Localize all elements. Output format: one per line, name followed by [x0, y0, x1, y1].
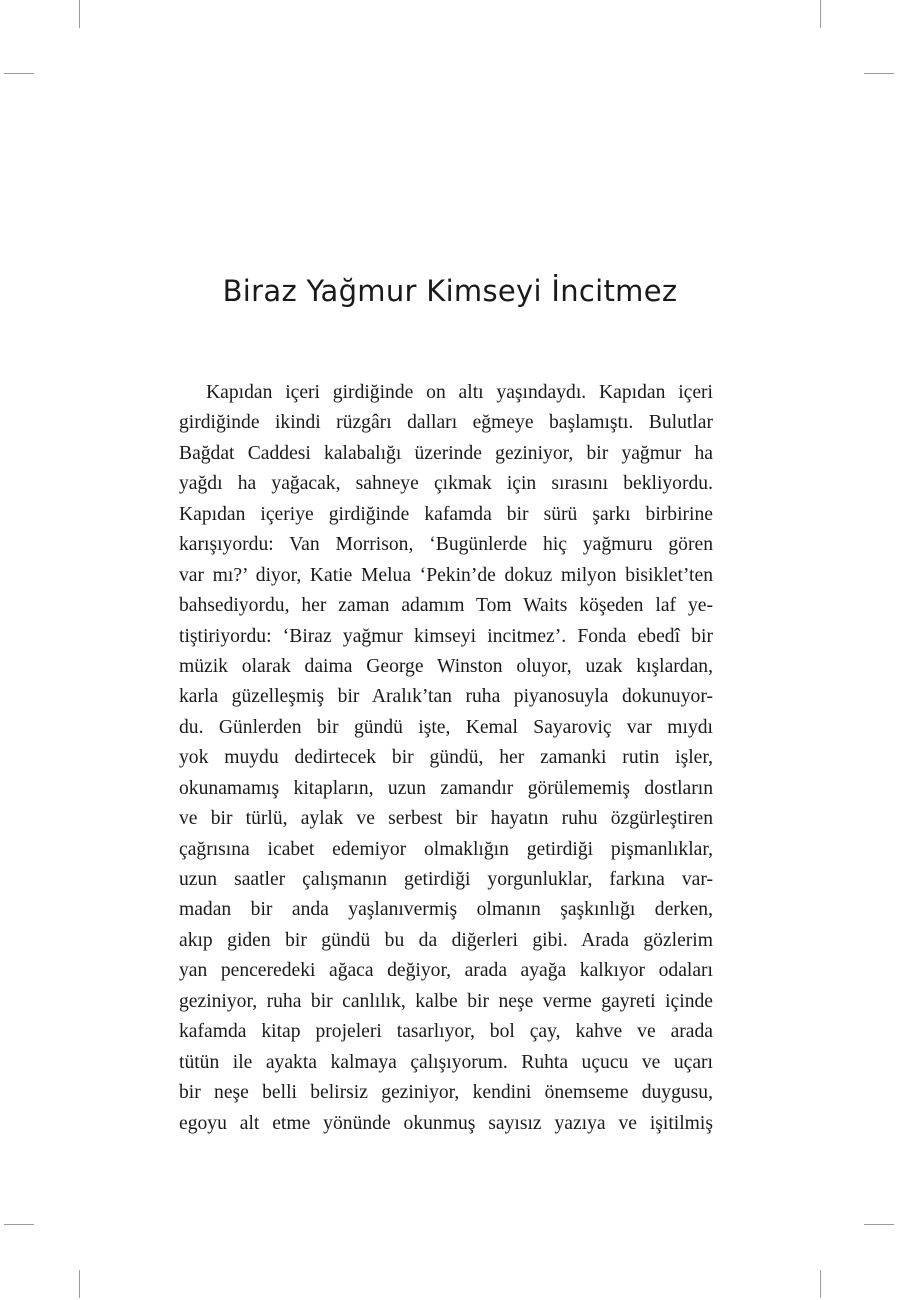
- text-line: yan penceredeki ağaca değiyor, arada ayağa kalkıyor odaları: [179, 960, 713, 982]
- crop-mark-left-top: [4, 73, 34, 74]
- text-line: bir neşe belli belirsiz geziniyor, kendini önemseme duygusu,: [179, 1082, 713, 1104]
- text-line: müzik olarak daima George Winston oluyor, uzak kışlardan,: [179, 655, 713, 677]
- text-line: uzun saatler çalışmanın getirdiği yorgunluklar, farkına var-: [179, 869, 713, 890]
- text-line: bahsediyordu, her zaman adamım Tom Waits köşeden laf ye-: [179, 595, 713, 617]
- crop-mark-top-left: [79, 0, 80, 28]
- text-line: çağrısına icabet edemiyor olmaklığın getirdiği pişmanlıklar,: [179, 838, 713, 860]
- text-line: tütün ile ayakta kalmaya çalışıyorum. Ruhta uçucu ve uçarı: [179, 1051, 713, 1073]
- crop-mark-top-right: [820, 0, 821, 28]
- text-line: madan bir anda yaşlanıvermiş olmanın şaşkınlığı derken,: [179, 899, 713, 921]
- text-line: akıp giden bir gündü bu da diğerleri gibi. Arada gözlerim: [179, 929, 713, 951]
- text-line: yok muydu dedirtecek bir gündü, her zamanki rutin işler,: [179, 747, 713, 769]
- text-line: geziniyor, ruha bir canlılık, kalbe bir neşe verme gayreti içinde: [179, 990, 713, 1012]
- crop-mark-bottom-right: [820, 1270, 821, 1298]
- text-line: kafamda kitap projeleri tasarlıyor, bol çay, kahve ve arada: [179, 1021, 713, 1043]
- crop-mark-left-bottom: [4, 1224, 34, 1225]
- text-line: Bağdat Caddesi kalabalığı üzerinde geziniyor, bir yağmur ha: [179, 442, 713, 464]
- text-line: karla güzelleşmiş bir Aralık’tan ruha piyanosuyla dokunuyor-: [179, 686, 713, 708]
- crop-mark-bottom-left: [79, 1270, 80, 1298]
- chapter-title: Biraz Yağmur Kimseyi İncitmez: [222, 274, 678, 308]
- text-line: karışıyordu: Van Morrison, ‘Bugünlerde hiç yağmuru gören: [179, 534, 713, 556]
- text-line: Kapıdan içeriye girdiğinde kafamda bir sürü şarkı birbirine: [179, 503, 713, 525]
- text-line: Kapıdan içeri girdiğinde on altı yaşındaydı. Kapıdan içeri: [206, 382, 713, 403]
- body-text: [179, 378, 713, 1139]
- text-line: yağdı ha yağacak, sahneye çıkmak için sırasını bekliyordu.: [179, 473, 713, 495]
- crop-mark-right-top: [864, 73, 894, 74]
- text-line: var mı?’ diyor, Katie Melua ‘Pekin’de dokuz milyon bisiklet’ten: [179, 564, 713, 586]
- text-line: du. Günlerden bir gündü işte, Kemal Sayaroviç var mıydı: [179, 716, 713, 738]
- text-line: ve bir türlü, aylak ve serbest bir hayatın ruhu özgürleştiren: [179, 808, 713, 830]
- crop-mark-right-bottom: [864, 1224, 894, 1225]
- text-line: okunamamış kitapların, uzun zamandır görülememiş dostların: [179, 777, 713, 799]
- text-line: tiştiriyordu: ‘Biraz yağmur kimseyi incitmez’. Fonda ebedî bir: [179, 625, 713, 647]
- text-line: girdiğinde ikindi rüzgârı dalları eğmeye başlamıştı. Bulutlar: [179, 412, 713, 434]
- text-line: egoyu alt etme yönünde okunmuş sayısız yazıya ve işitilmiş: [179, 1112, 713, 1134]
